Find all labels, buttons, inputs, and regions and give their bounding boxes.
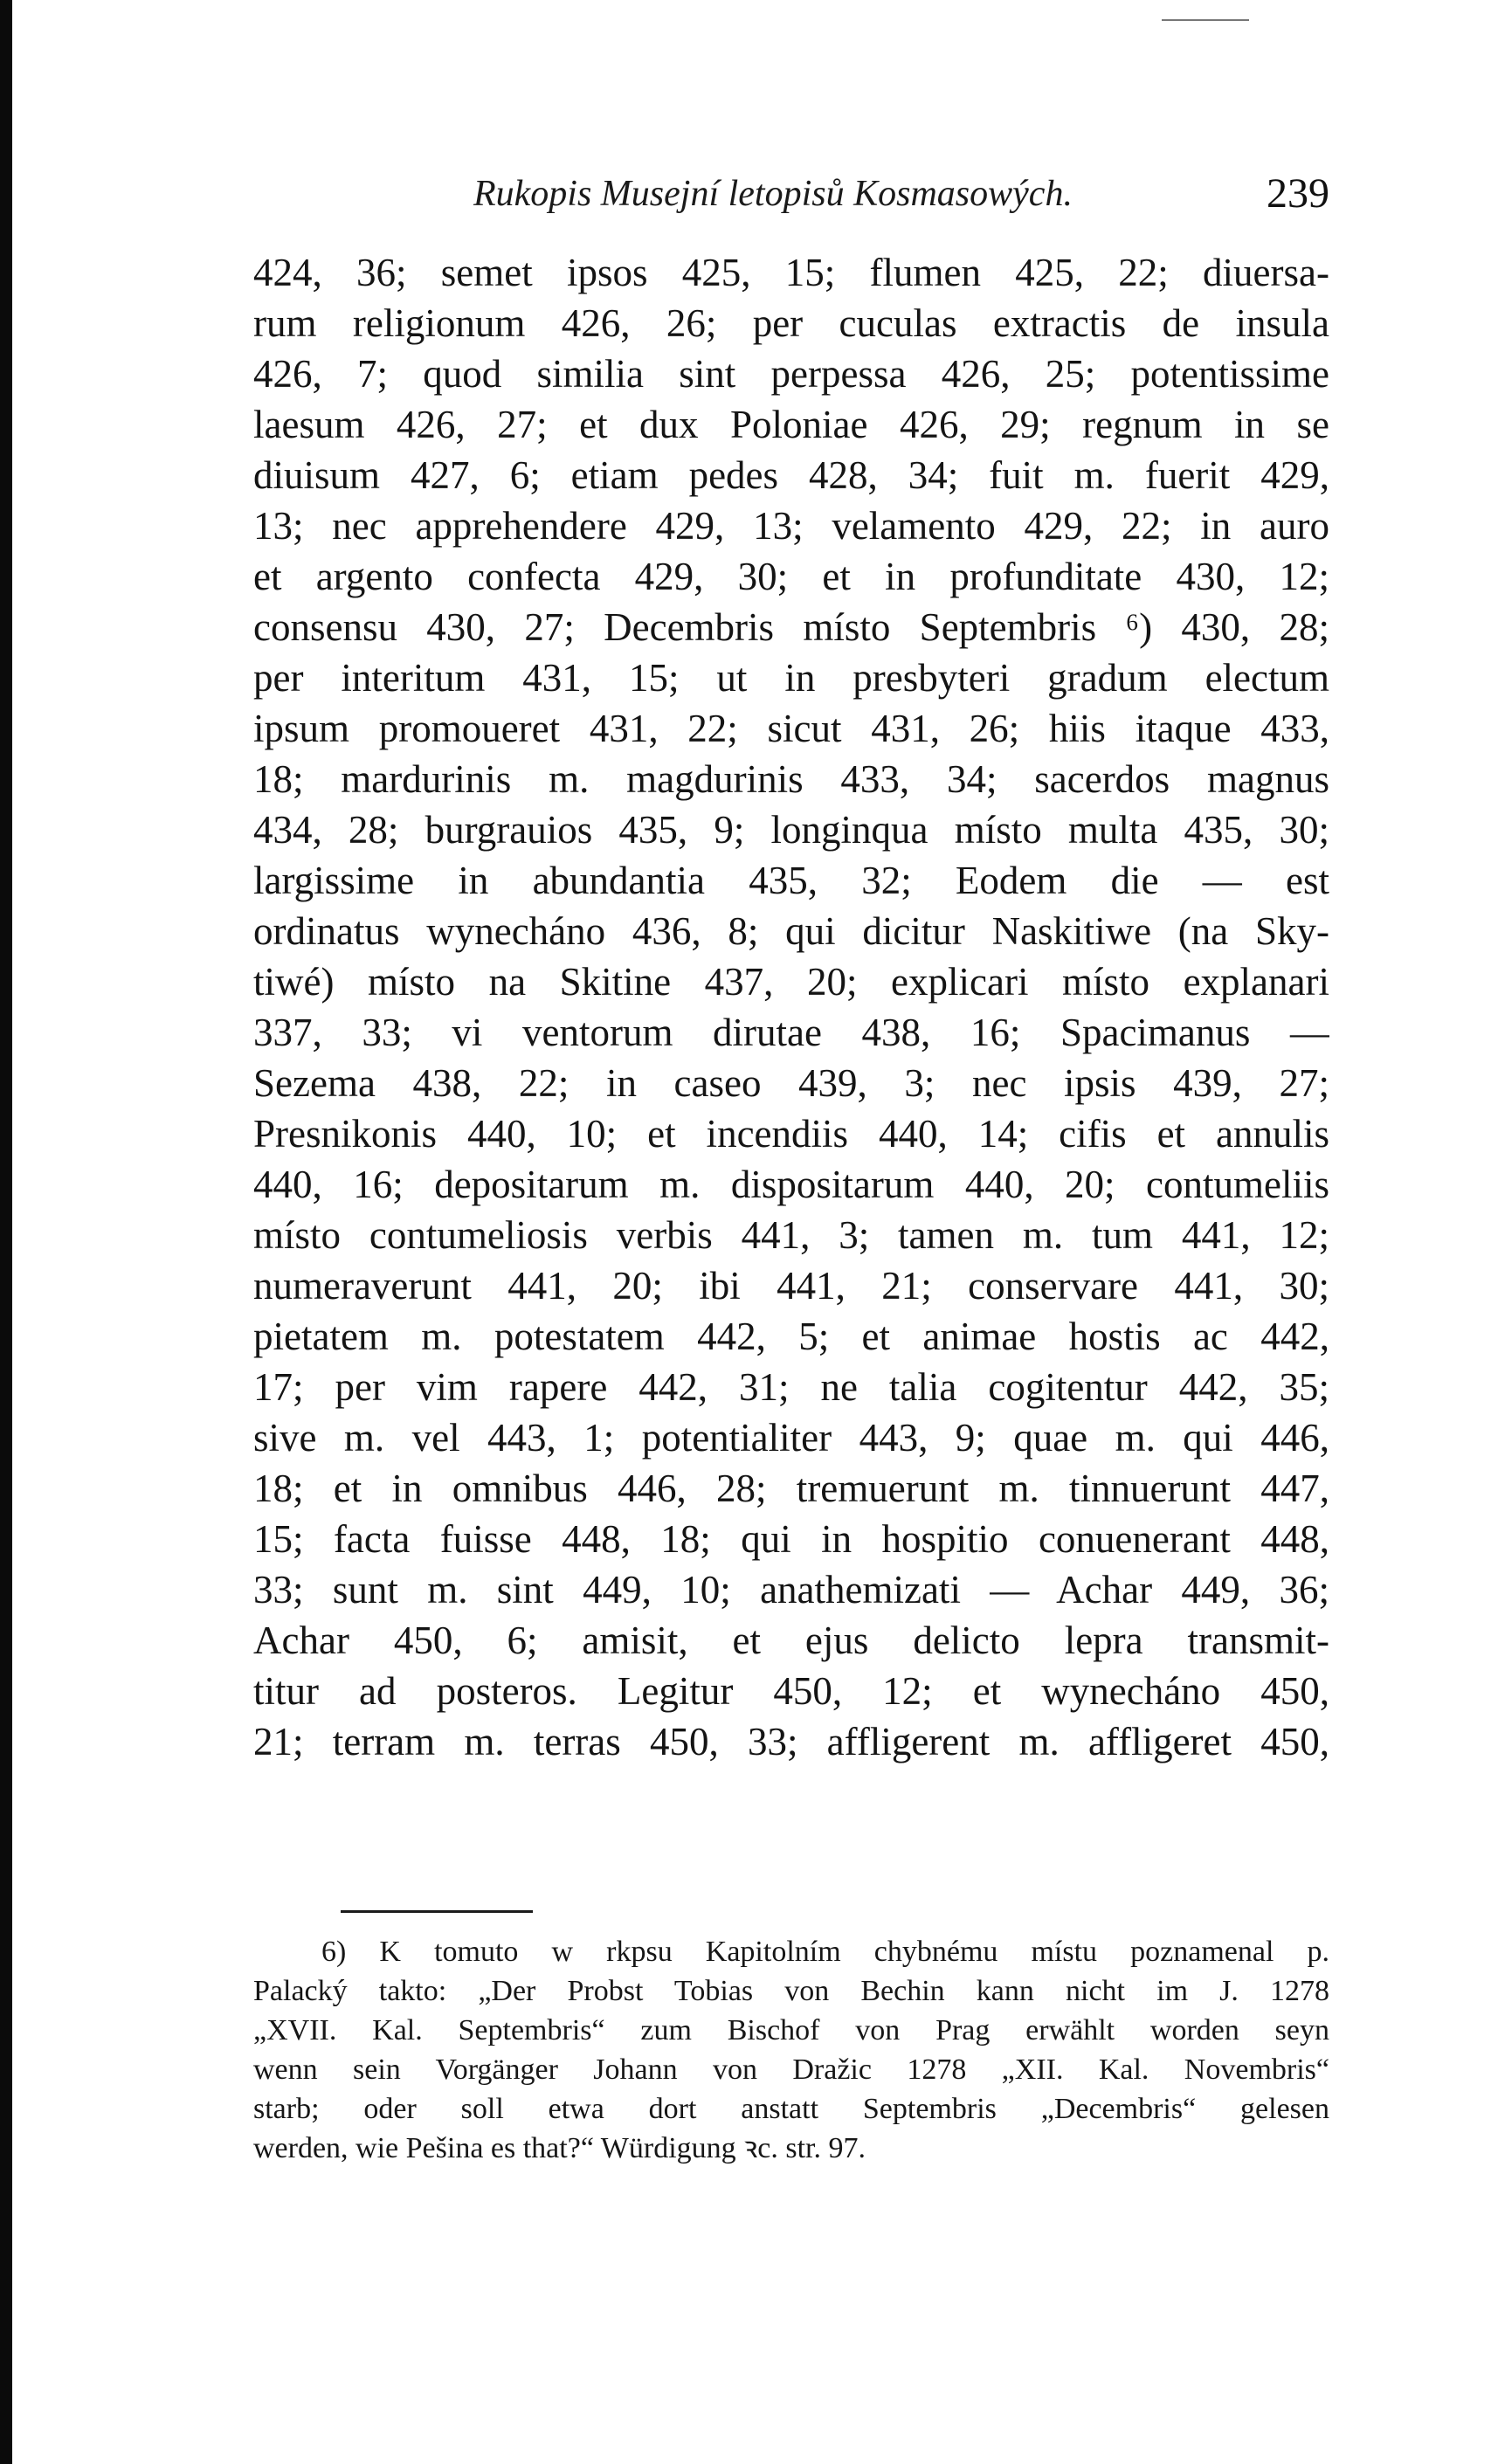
text-line: 434, 28; burgrauios 435, 9; longinqua místo multa 435, 30; xyxy=(253,808,1329,852)
text-line: rum religionum 426, 26; per cuculas extractis de insula xyxy=(253,301,1329,345)
text-line: consensu 430, 27; Decembris místo Septembris ⁶) 430, 28; xyxy=(253,605,1329,649)
text-line: 21; terram m. terras 450, 33; affligerent m. affligeret 450, xyxy=(253,1720,1329,1763)
text-line: 18; mardurinis m. magdurinis 433, 34; sacerdos magnus xyxy=(253,757,1329,801)
text-line: et argento confecta 429, 30; et in profunditate 430, 12; xyxy=(253,555,1329,598)
text-line: 337, 33; vi ventorum dirutae 438, 16; Spacimanus — xyxy=(253,1011,1329,1054)
text-line: 13; nec apprehendere 429, 13; velamento 429, 22; in auro xyxy=(253,504,1329,548)
text-line: Presnikonis 440, 10; et incendiis 440, 14; cifis et annulis xyxy=(253,1112,1329,1156)
text-line: 426, 7; quod similia sint perpessa 426, 25; potentissime xyxy=(253,352,1329,396)
text-line: 33; sunt m. sint 449, 10; anathemizati — Achar 449, 36; xyxy=(253,1568,1329,1612)
footnote-line: starb; oder soll etwa dort anstatt Septembris „Decembris“ gelesen xyxy=(253,2093,1329,2125)
text-line: 18; et in omnibus 446, 28; tremuerunt m. tinnuerunt 447, xyxy=(253,1467,1329,1510)
footnote-line: 6) K tomuto w rkpsu Kapitolním chybnému místu poznamenal p. xyxy=(321,1936,1329,1968)
text-line: ordinatus wynecháno 436, 8; qui dicitur Naskitiwe (na Sky- xyxy=(253,909,1329,953)
text-line: per interitum 431, 15; ut in presbyteri gradum electum xyxy=(253,656,1329,700)
text-line: pietatem m. potestatem 442, 5; et animae hostis ac 442, xyxy=(253,1315,1329,1358)
text-line: sive m. vel 443, 1; potentialiter 443, 9; quae m. qui 446, xyxy=(253,1416,1329,1460)
running-head: Rukopis Musejní letopisů Kosmasowých. xyxy=(473,174,1073,214)
footnote-line: „XVII. Kal. Septembris“ zum Bischof von Prag erwählt worden seyn xyxy=(253,2014,1329,2046)
text-line: tiwé) místo na Skitine 437, 20; explicari místo explanari xyxy=(253,960,1329,1004)
page-header xyxy=(253,164,1329,229)
text-line: 424, 36; semet ipsos 425, 15; flumen 425, 22; diuersa- xyxy=(253,251,1329,294)
top-mark xyxy=(1162,19,1249,21)
text-line: 15; facta fuisse 448, 18; qui in hospitio conuenerant 448, xyxy=(253,1517,1329,1561)
text-line: Achar 450, 6; amisit, et ejus delicto lepra transmit- xyxy=(253,1619,1329,1662)
footnote-line: Palacký takto: „Der Probst Tobias von Bechin kann nicht im J. 1278 xyxy=(253,1975,1329,2007)
text-line: largissime in abundantia 435, 32; Eodem die — est xyxy=(253,859,1329,902)
text-line: Sezema 438, 22; in caseo 439, 3; nec ipsis 439, 27; xyxy=(253,1061,1329,1105)
text-line: titur ad posteros. Legitur 450, 12; et wynecháno 450, xyxy=(253,1669,1329,1713)
text-line: 440, 16; depositarum m. dispositarum 440, 20; contumeliis xyxy=(253,1163,1329,1206)
text-line: laesum 426, 27; et dux Poloniae 426, 29; regnum in se xyxy=(253,403,1329,446)
scan-edge xyxy=(0,0,12,2464)
text-line: 17; per vim rapere 442, 31; ne talia cogitentur 442, 35; xyxy=(253,1365,1329,1409)
footnote-block xyxy=(253,1932,1329,2168)
text-line: místo contumeliosis verbis 441, 3; tamen m. tum 441, 12; xyxy=(253,1213,1329,1257)
footnote-divider xyxy=(341,1910,533,1913)
body-text xyxy=(253,247,1329,1767)
footnote-line: wenn sein Vorgänger Johann von Dražic 1278 „XII. Kal. Novembris“ xyxy=(253,2053,1329,2086)
text-line: ipsum promoueret 431, 22; sicut 431, 26; hiis itaque 433, xyxy=(253,707,1329,750)
page-number: 239 xyxy=(1267,170,1329,217)
text-line: numeraverunt 441, 20; ibi 441, 21; conservare 441, 30; xyxy=(253,1264,1329,1308)
text-line: diuisum 427, 6; etiam pedes 428, 34; fuit m. fuerit 429, xyxy=(253,453,1329,497)
footnote-line: werden, wie Pešina es that?“ Würdigung ꝛc. str. 97. xyxy=(253,2132,866,2164)
